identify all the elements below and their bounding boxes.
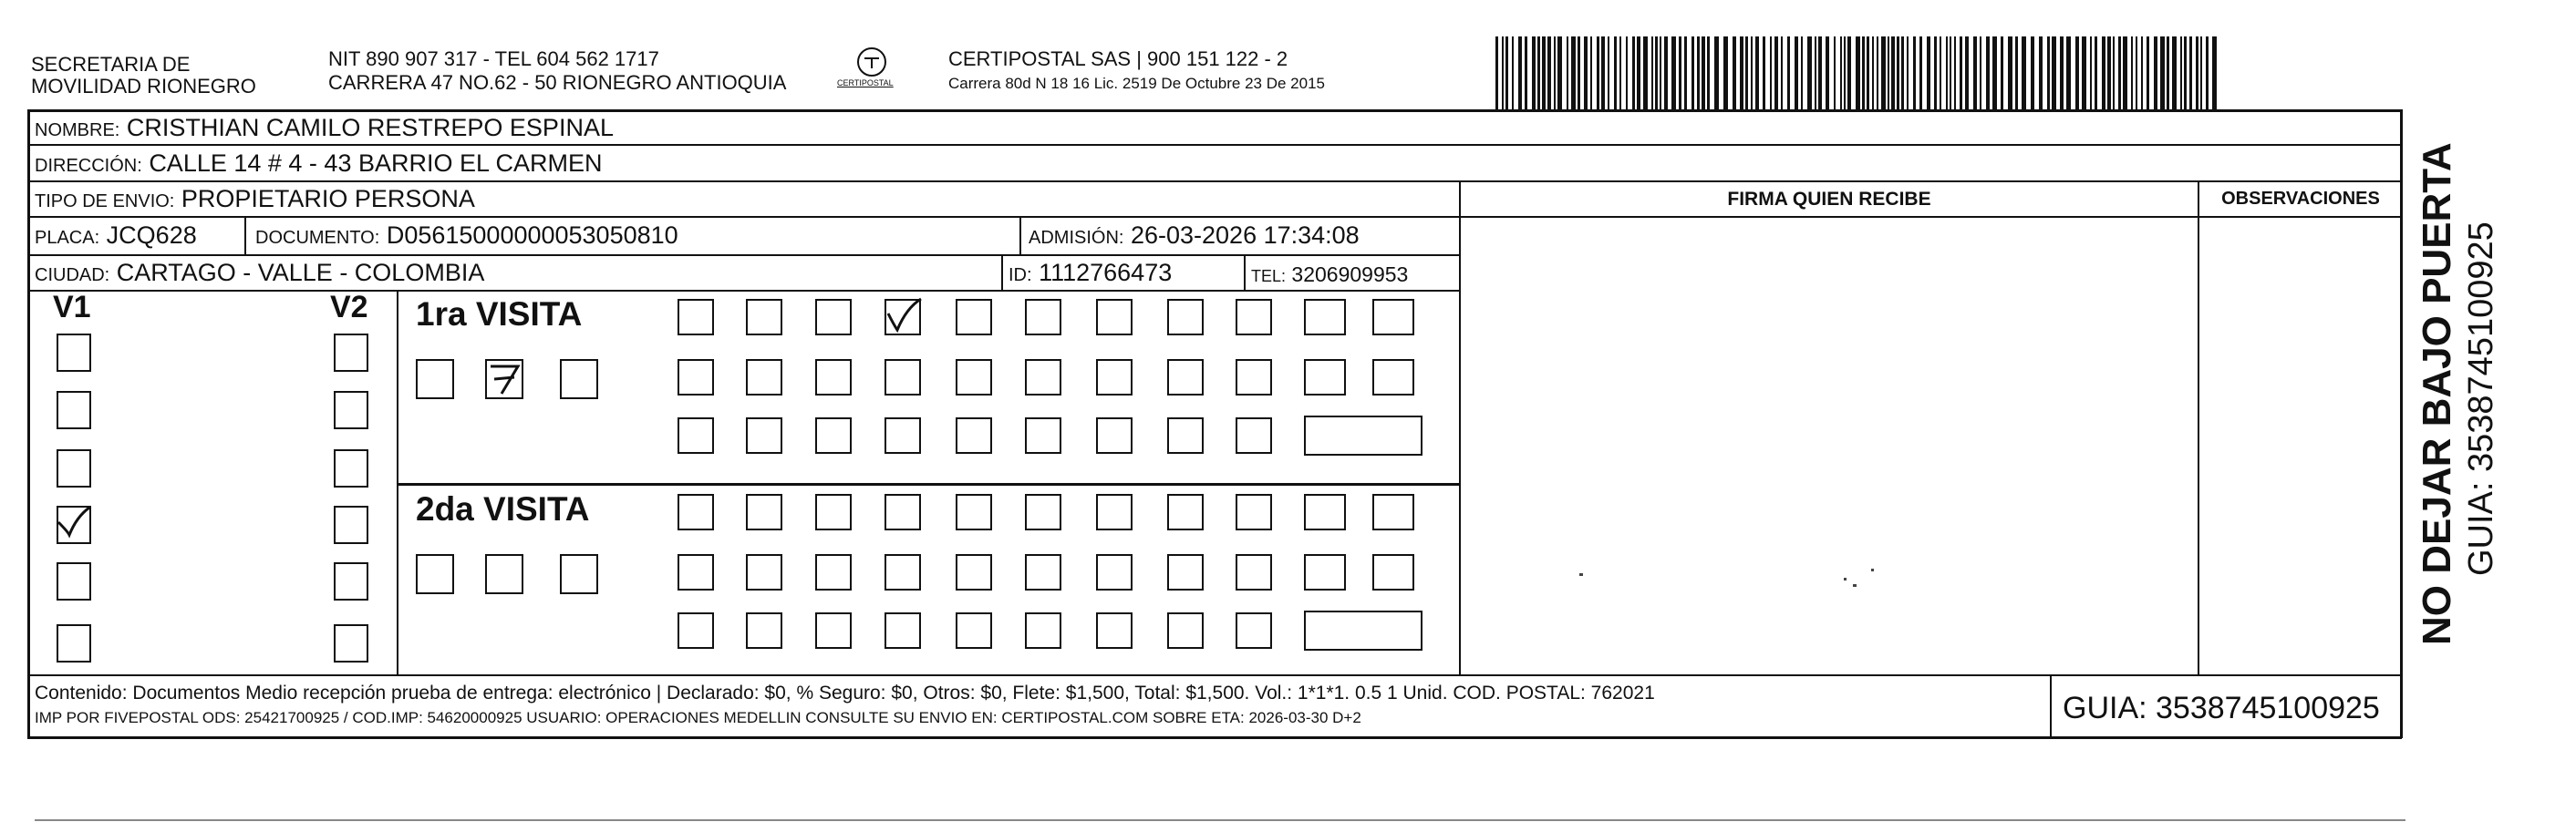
- admision-field: [1029, 220, 1360, 253]
- v2-checkbox[interactable]: [334, 562, 368, 601]
- page-edge: [35, 819, 2405, 821]
- day-box[interactable]: [1236, 612, 1272, 649]
- tipo-key: TIPO DE ENVIO:: [35, 191, 175, 211]
- day-box[interactable]: [1025, 417, 1061, 454]
- placa-value: JCQ628: [106, 221, 197, 249]
- day-box[interactable]: [1025, 359, 1061, 396]
- v1-checkbox[interactable]: [57, 334, 91, 372]
- day-box[interactable]: [746, 417, 782, 454]
- day-box[interactable]: [1236, 417, 1272, 454]
- v1-checkbox[interactable]: [57, 624, 91, 663]
- day-box[interactable]: [746, 359, 782, 396]
- time-box[interactable]: [1304, 416, 1422, 456]
- courier-logo-text: CERTIPOSTAL: [837, 78, 894, 87]
- day-box[interactable]: [678, 612, 714, 649]
- day-box[interactable]: [1096, 494, 1133, 530]
- second-visit-title: 2da VISITA: [416, 490, 590, 528]
- day-box[interactable]: [746, 299, 782, 335]
- day-box[interactable]: [1096, 417, 1133, 454]
- placa-field: [35, 220, 197, 253]
- tel-field: [1251, 259, 1408, 292]
- day-box[interactable]: [1372, 299, 1414, 335]
- day-box[interactable]: [1304, 494, 1346, 530]
- frame-left: [27, 109, 30, 738]
- direccion-value: CALLE 14 # 4 - 43 BARRIO EL CARMEN: [149, 149, 603, 177]
- day-box[interactable]: [1236, 299, 1272, 335]
- admision-value: 26-03-2026 17:34:08: [1130, 221, 1360, 249]
- day-box[interactable]: [956, 417, 992, 454]
- v1-checkbox[interactable]: [57, 506, 91, 544]
- v1-checkbox[interactable]: [57, 562, 91, 601]
- day-box[interactable]: [678, 417, 714, 454]
- placa-key: PLACA:: [35, 228, 100, 248]
- v2-checkbox[interactable]: [334, 449, 368, 488]
- day-box[interactable]: [1304, 299, 1346, 335]
- tel-value: 3206909953: [1291, 262, 1409, 286]
- day-box[interactable]: [885, 612, 921, 649]
- documento-key: DOCUMENTO:: [255, 228, 380, 248]
- day-box[interactable]: [1167, 299, 1204, 335]
- month-checkbox[interactable]: [560, 554, 598, 594]
- day-box[interactable]: [1236, 494, 1272, 530]
- day-box[interactable]: [815, 417, 852, 454]
- day-box[interactable]: [885, 554, 921, 591]
- day-box[interactable]: [1025, 612, 1061, 649]
- month-checkbox[interactable]: [485, 359, 523, 399]
- id-field: [1009, 257, 1172, 291]
- status-divider: [397, 290, 398, 674]
- nombre-row: [35, 112, 614, 146]
- v1-checkbox[interactable]: [57, 449, 91, 488]
- v2-checkbox[interactable]: [334, 624, 368, 663]
- v2-checkbox[interactable]: [334, 391, 368, 429]
- id-key: ID:: [1009, 265, 1032, 285]
- field-divider: [1001, 254, 1003, 291]
- documento-field: [255, 220, 678, 253]
- day-box[interactable]: [1372, 494, 1414, 530]
- field-divider: [1244, 254, 1246, 291]
- day-box[interactable]: [956, 612, 992, 649]
- day-box[interactable]: [956, 359, 992, 396]
- day-box[interactable]: [678, 494, 714, 530]
- day-box[interactable]: [1372, 554, 1414, 591]
- v2-checkbox[interactable]: [334, 506, 368, 544]
- day-box[interactable]: [1167, 417, 1204, 454]
- documento-value: D05615000000053050810: [386, 221, 678, 249]
- v1-header: V1: [53, 290, 91, 324]
- day-box[interactable]: [885, 417, 921, 454]
- day-box[interactable]: [815, 494, 852, 530]
- day-box[interactable]: [1372, 359, 1414, 396]
- id-value: 1112766473: [1039, 259, 1173, 286]
- courier-logo-icon: [857, 47, 886, 77]
- side-warning: NO DEJAR BAJO PUERTA: [2415, 142, 2459, 645]
- day-box[interactable]: [885, 494, 921, 530]
- day-box[interactable]: [1304, 554, 1346, 591]
- day-box[interactable]: [1167, 612, 1204, 649]
- courier-line1: CERTIPOSTAL SAS | 900 151 122 - 2: [948, 47, 1288, 70]
- day-box[interactable]: [815, 299, 852, 335]
- ciudad-field: [35, 257, 484, 291]
- footer-line2: IMP POR FIVEPOSTAL ODS: 25421700925 / COD.IMP: 54620000925 USUARIO: OPERACIONES MEDELLIN CONSULTE SU ENVIO EN: CERTIPOSTAL.COM SOBRE ETA: 2026-03-30 D+2: [35, 709, 1361, 726]
- day-box[interactable]: [678, 359, 714, 396]
- footer-col-divider: [2050, 674, 2052, 738]
- month-checkbox[interactable]: [416, 359, 454, 399]
- day-box[interactable]: [956, 299, 992, 335]
- day-box[interactable]: [956, 494, 992, 530]
- day-box[interactable]: [1167, 494, 1204, 530]
- day-box[interactable]: [678, 299, 714, 335]
- frame-bottom: [27, 736, 2402, 739]
- day-box[interactable]: [1025, 299, 1061, 335]
- v2-header: V2: [330, 290, 368, 324]
- nit-line: NIT 890 907 317 - TEL 604 562 1717: [328, 47, 659, 70]
- v2-checkbox[interactable]: [334, 334, 368, 372]
- day-box[interactable]: [746, 612, 782, 649]
- signature-area[interactable]: [1461, 218, 2198, 674]
- observaciones-area[interactable]: [2199, 218, 2400, 674]
- day-box[interactable]: [1236, 554, 1272, 591]
- day-box[interactable]: [1096, 612, 1133, 649]
- field-divider: [244, 216, 246, 254]
- day-box[interactable]: [956, 554, 992, 591]
- ciudad-key: CIUDAD:: [35, 265, 110, 285]
- day-box[interactable]: [1236, 359, 1272, 396]
- firma-header: FIRMA QUIEN RECIBE: [1727, 189, 1931, 210]
- day-box[interactable]: [746, 494, 782, 530]
- month-checkbox[interactable]: [485, 554, 523, 594]
- day-box[interactable]: [1096, 359, 1133, 396]
- visit-divider: [397, 483, 1459, 486]
- row-divider: [27, 674, 2402, 676]
- day-box[interactable]: [1167, 359, 1204, 396]
- tipo-value: PROPIETARIO PERSONA: [181, 185, 475, 212]
- nombre-key: NOMBRE:: [35, 120, 120, 140]
- day-box[interactable]: [1025, 494, 1061, 530]
- day-box[interactable]: [815, 359, 852, 396]
- day-box[interactable]: [678, 554, 714, 591]
- direccion-key: DIRECCIÓN:: [35, 156, 142, 176]
- day-box[interactable]: [885, 299, 921, 335]
- v1-checkbox[interactable]: [57, 391, 91, 429]
- day-box[interactable]: [885, 359, 921, 396]
- address-line: CARRERA 47 NO.62 - 50 RIONEGRO ANTIOQUIA: [328, 71, 787, 94]
- org-name-line1: SECRETARIA DE: [31, 53, 191, 76]
- day-box[interactable]: [1167, 554, 1204, 591]
- day-box[interactable]: [1096, 554, 1133, 591]
- field-divider: [1019, 216, 1021, 254]
- org-name-line2: MOVILIDAD RIONEGRO: [31, 75, 256, 98]
- side-guia: GUIA: 3538745100925: [2462, 221, 2500, 576]
- tipo-row: [35, 183, 475, 217]
- ciudad-value: CARTAGO - VALLE - COLOMBIA: [116, 259, 485, 286]
- footer-line1: Contenido: Documentos Medio recepción prueba de entrega: electrónico | Declarado: $0, % Seguro: $0, Otros: $0, Flete: $1,500, Total: $1,500. Vol.: 1*1*1. 0.5 1 Unid. COD. POSTAL: 762021: [35, 683, 1655, 704]
- admision-key: ADMISIÓN:: [1029, 228, 1124, 248]
- barcode: [1495, 0, 2225, 118]
- footer-guia: GUIA: 3538745100925: [2063, 691, 2380, 725]
- day-box[interactable]: [746, 554, 782, 591]
- day-box[interactable]: [1025, 554, 1061, 591]
- day-box[interactable]: [1304, 359, 1346, 396]
- day-box[interactable]: [815, 612, 852, 649]
- time-box[interactable]: [1304, 611, 1422, 651]
- direccion-row: [35, 148, 603, 181]
- day-box[interactable]: [1096, 299, 1133, 335]
- observaciones-header: OBSERVACIONES: [2221, 189, 2380, 209]
- day-box[interactable]: [815, 554, 852, 591]
- tel-key: TEL:: [1251, 267, 1287, 285]
- month-checkbox[interactable]: [560, 359, 598, 399]
- courier-line2: Carrera 80d N 18 16 Lic. 2519 De Octubre 23 De 2015: [948, 75, 1325, 92]
- nombre-value: CRISTHIAN CAMILO RESTREPO ESPINAL: [126, 114, 614, 141]
- first-visit-title: 1ra VISITA: [416, 295, 583, 333]
- month-checkbox[interactable]: [416, 554, 454, 594]
